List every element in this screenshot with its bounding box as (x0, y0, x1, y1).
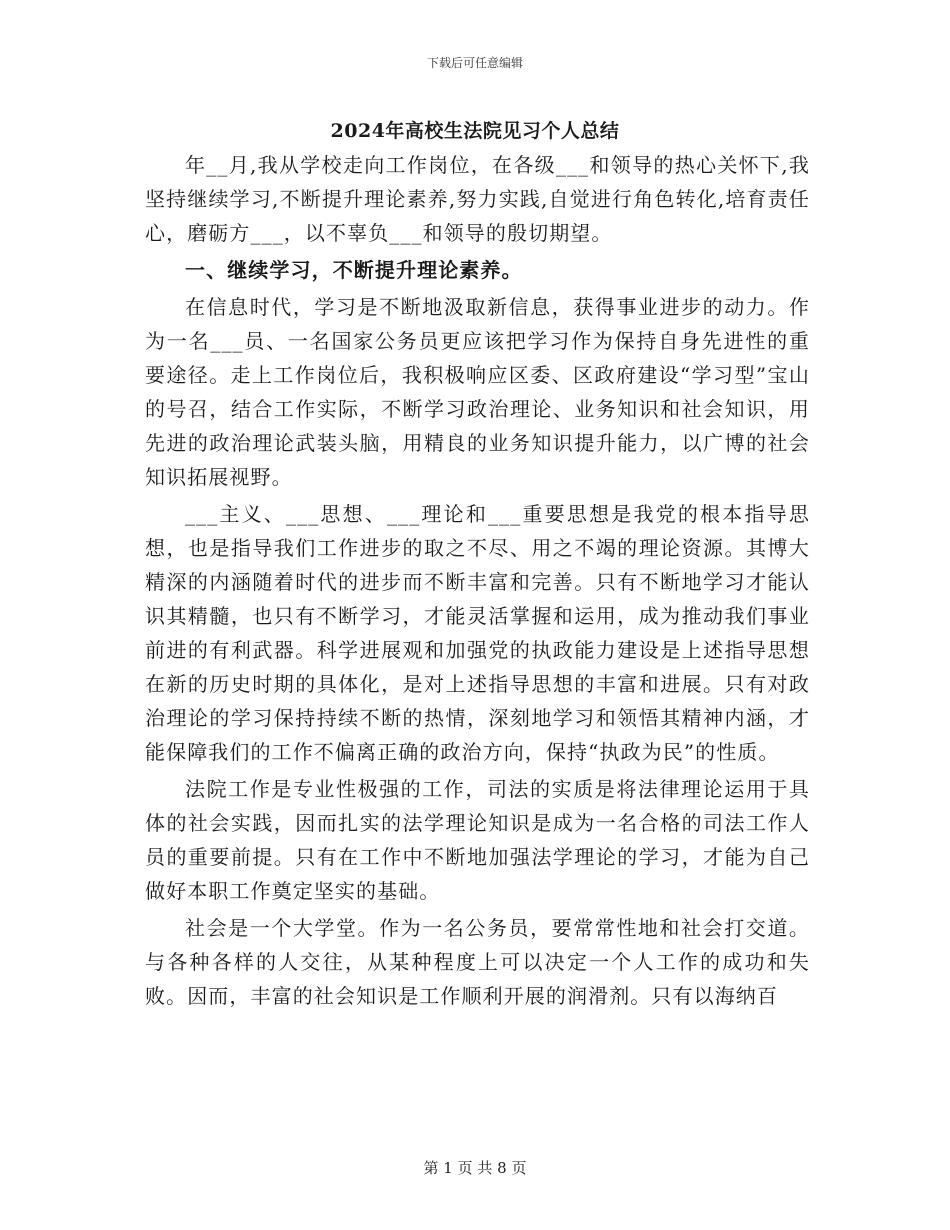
page-header-note: 下载后可任意编辑 (426, 56, 523, 70)
document-title: 2024年高校生法院见习个人总结 (330, 120, 620, 142)
page-footer-number: 第 1 页 共 8 页 (423, 1159, 527, 1177)
body-paragraph: ___主义、___思想、___理论和___重要思想是我党的根本指导思想，也是指导我们工作进步的取之不尽、用之不竭的理论资源。其博大精深的内涵随着时代的进步而不断丰富和完善。只有不断地学习才能认识其精髓，也只有不断学习，才能灵活掌握和运用，成为推动我们事业前进的有利武器。科学进展观和加强党的执政能力建设是上述指导思想在新的历史时期的具体化，是对上述指导思想的丰富和进展。只有对政治理论的学习保持持续不断的热情，深刻地学习和领悟其精神内涵，才能保障我们的工作不偏离正确的政治方向，保持“执政为民”的性质。 (145, 502, 810, 764)
body-paragraph: 社会是一个大学堂。作为一名公务员，要常常性地和社会打交道。与各种各样的人交往，从某种程度上可以决定一个人工作的成功和失败。因而，丰富的社会知识是工作顺利开展的润滑剂。只有以海纳百 (145, 916, 810, 1008)
document-body (145, 148, 810, 1016)
intro-paragraph: 年__月,我从学校走向工作岗位，在各级___和领导的热心关怀下,我坚持继续学习,不断提升理论素养,努力实践,自觉进行角色转化,培育责任心，磨砺方___，以不辜负___和领导的殷切期望。 (145, 153, 810, 245)
body-paragraph: 法院工作是专业性极强的工作，司法的实质是将法律理论运用于具体的社会实践，因而扎实的法学理论知识是成为一名合格的司法工作人员的重要前提。只有在工作中不断地加强法学理论的学习，才能为自己做好本职工作奠定坚实的基础。 (145, 777, 810, 903)
section-heading-1: 一、继续学习，不断提升理论素养。 (185, 258, 523, 282)
body-paragraph: 在信息时代，学习是不断地汲取新信息，获得事业进步的动力。作为一名___员、一名国家公务员更应该把学习作为保持自身先进性的重要途径。走上工作岗位后，我积极响应区委、区政府建设“学习型”宝山的号召，结合工作实际，不断学习政治理论、业务知识和社会知识，用先进的政治理论武装头脑，用精良的业务知识提升能力，以广博的社会知识拓展视野。 (145, 295, 810, 489)
